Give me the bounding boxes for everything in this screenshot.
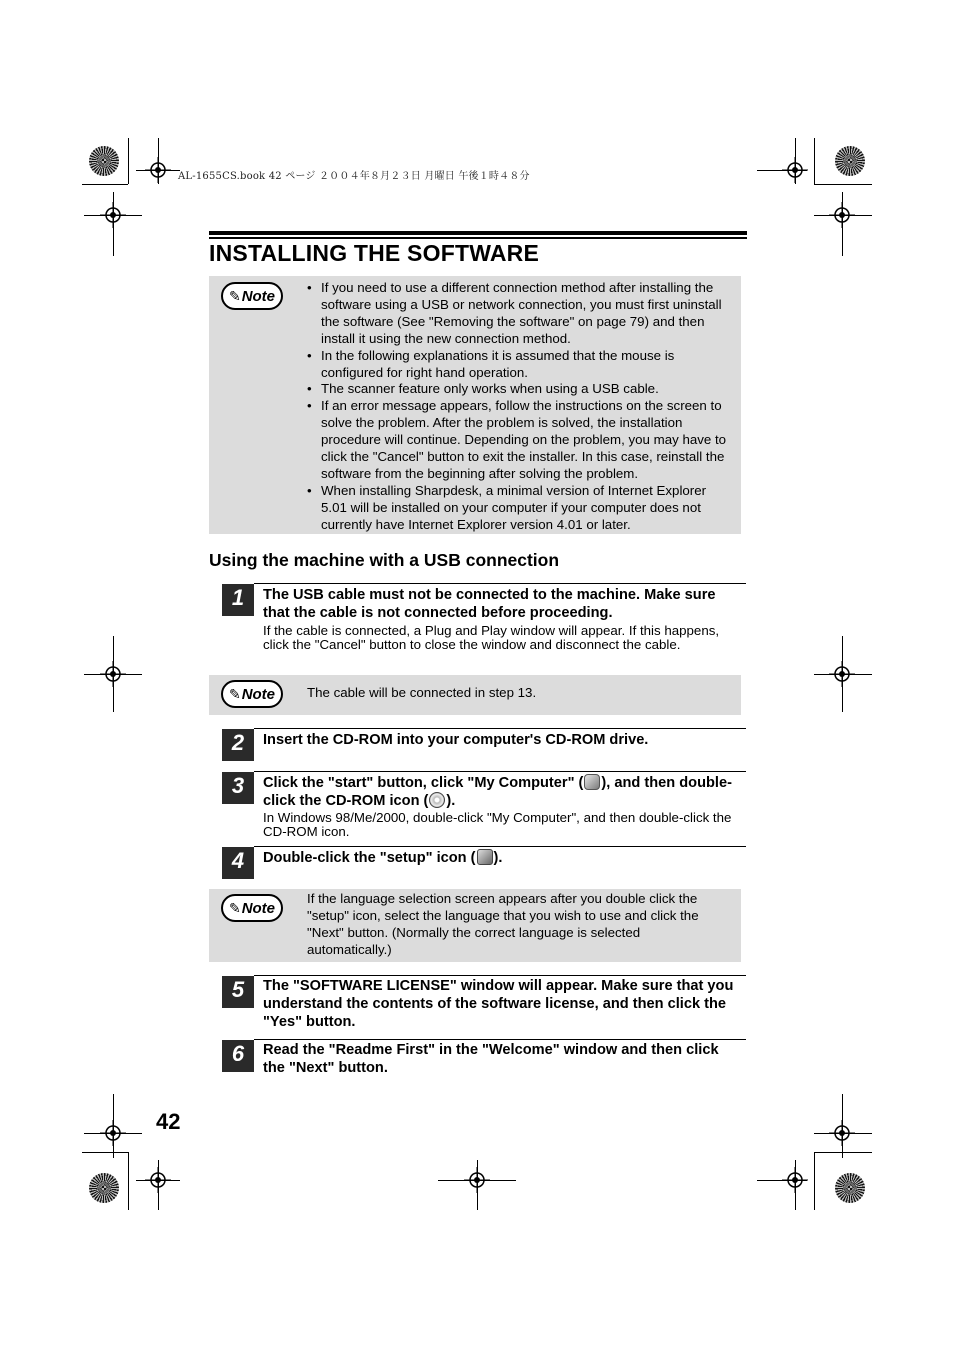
note-badge: ✎ Note (221, 680, 283, 708)
step-title: The "SOFTWARE LICENSE" window will appear. Make sure that you understand the contents of the software license, and then click the "Yes" button. (263, 978, 734, 1030)
setup-icon (477, 849, 493, 865)
step-rule (254, 846, 746, 847)
registration-circle-icon (835, 146, 865, 176)
step-number: 2 (222, 729, 254, 761)
note-item: • When installing Sharpdesk, a minimal version of Internet Explorer 5.01 will be installed on your computer if your computer does not currently have Internet Explorer version 4.01 or later. (307, 483, 735, 534)
registration-circle-icon (89, 1173, 119, 1203)
note-box (209, 889, 741, 962)
note-item: • The scanner feature only works when using a USB cable. (307, 381, 735, 398)
step-title: Insert the CD-ROM into your computer's CD-ROM drive. (263, 732, 649, 748)
print-header: AL-1655CS.book 42 ページ ２００４年８月２３日 月曜日 午後１時４８分 (178, 171, 530, 182)
section-heading: Using the machine with a USB connection (209, 550, 560, 570)
step-description: In Windows 98/Me/2000, double-click "My Computer", and then double-click the CD-ROM icon. (263, 810, 732, 840)
step-title: Click the "start" button, click "My Computer" ( ), and then double-click the CD-ROM icon ( ). (263, 775, 732, 809)
note-list (307, 280, 735, 534)
cdrom-icon (429, 792, 445, 808)
step-number: 5 (222, 976, 254, 1008)
step-rule (254, 975, 746, 976)
step-rule (254, 728, 746, 729)
step-number: 6 (222, 1040, 254, 1072)
step-rule (254, 1039, 746, 1040)
step-description: If the cable is connected, a Plug and Play window will appear. If this happens, click the "Cancel" button to close the window and disconnect the cable. (263, 623, 720, 653)
note-box (209, 675, 741, 715)
step-title: Double-click the "setup" icon ( ). (263, 850, 503, 866)
registration-circle-icon (89, 146, 119, 176)
note-item: • If you need to use a different connection method after installing the software using a USB or network connection, you must first uninstall the software (See "Removing the software" on page 79) and then install it using the new connection method. (307, 280, 735, 348)
note-text: If the language selection screen appears after you double click the "setup" icon, select the language that you wish to use and click the "Next" button. (Normally the correct language is selected automatically.) (307, 891, 699, 957)
title-rule-top (209, 231, 747, 235)
step-number: 4 (222, 847, 254, 879)
note-box (209, 276, 741, 534)
note-badge: ✎ Note (221, 894, 283, 922)
note-text: The cable will be connected in step 13. (307, 685, 537, 700)
title-rule-bottom (209, 237, 747, 239)
step-number: 1 (222, 584, 254, 616)
step-title: Read the "Readme First" in the "Welcome" window and then click the "Next" button. (263, 1042, 719, 1076)
step-title: The USB cable must not be connected to the machine. Make sure that the cable is not connected before proceeding. (263, 587, 716, 621)
note-badge: ✎ Note (221, 282, 283, 310)
pencil-icon: ✎ (228, 287, 241, 304)
page-title: INSTALLING THE SOFTWARE (209, 240, 539, 266)
step-number: 3 (222, 772, 254, 804)
pencil-icon: ✎ (228, 685, 241, 702)
page-number: 42 (156, 1109, 181, 1134)
registration-circle-icon (835, 1173, 865, 1203)
pencil-icon: ✎ (228, 899, 241, 916)
step-rule (254, 771, 746, 772)
my-computer-icon (584, 774, 600, 790)
step-rule (254, 583, 746, 584)
note-item: • In the following explanations it is assumed that the mouse is configured for right hand operation. (307, 348, 735, 382)
note-item: • If an error message appears, follow the instructions on the screen to solve the problem. After the problem is solved, the installation procedure will continue. Depending on the problem, you may have to click the "Cancel" button to exit the installer. In this case, reinstall the software from the beginning after solving the problem. (307, 398, 735, 483)
